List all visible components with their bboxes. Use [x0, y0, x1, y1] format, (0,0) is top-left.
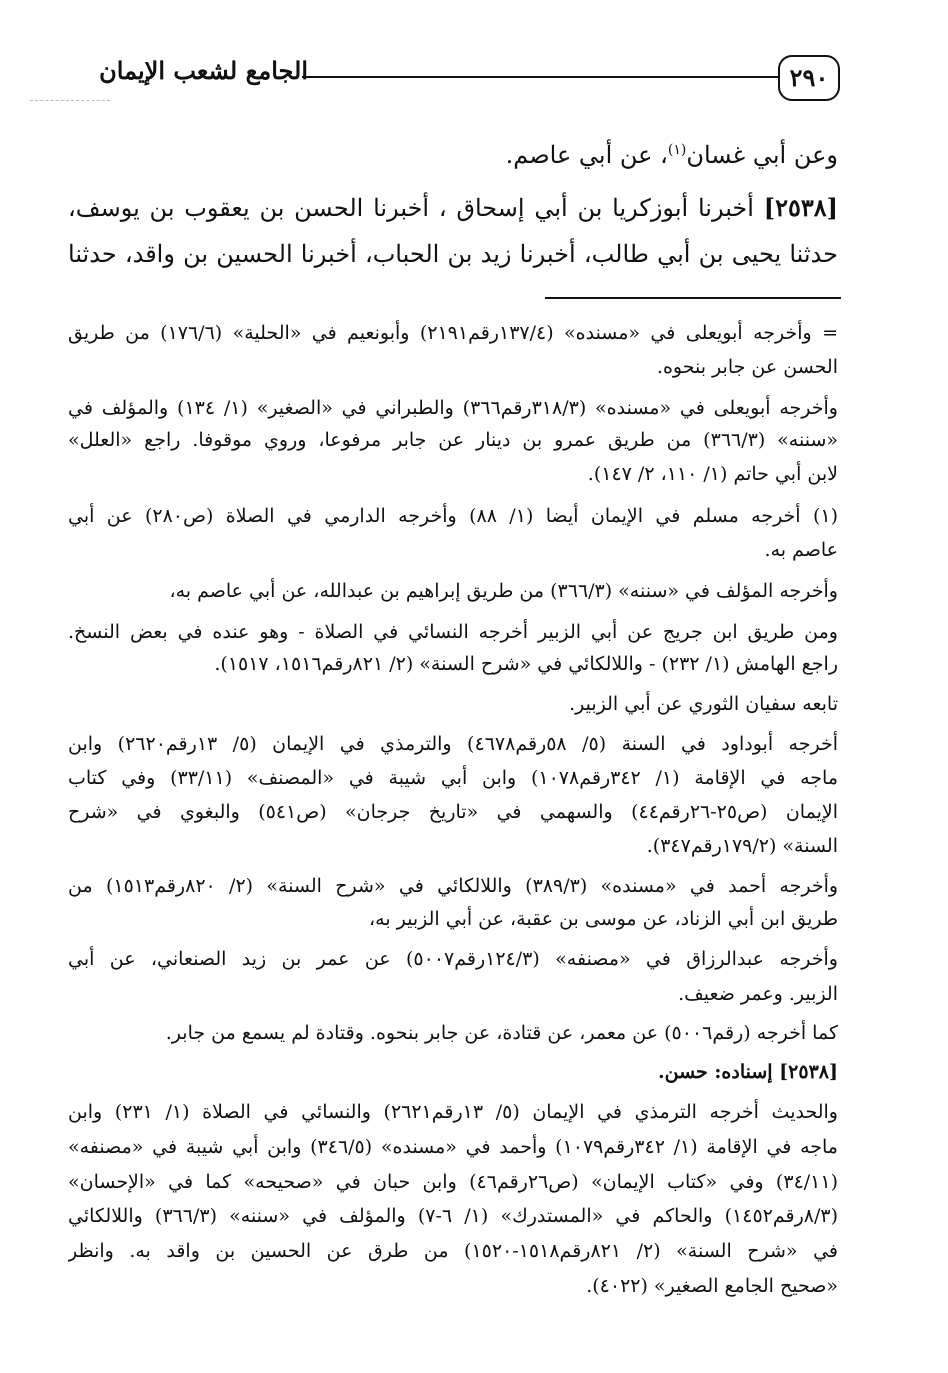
footnote-line: (٨/٣رقم١٤٥٢) والحاكم في «المستدرك» (١/ ٦-٧) والمؤلف في «سننه» (٣٦٦/٣) واللالكائي — [68, 1205, 838, 1227]
footnote-ref-1: (١) — [667, 142, 687, 158]
footnote-line: أخرجه أبوداود في السنة (٥/ ٥٨رقم٤٦٧٨) والترمذي في الإيمان (٥/ ١٣رقم٢٦٢٠) وابن — [68, 733, 838, 755]
footnote-line: طريق ابن أبي الزناد، عن موسى بن عقبة، عن أبي الزبير به، — [369, 908, 838, 930]
main-line-2-text: أخبرنا أبوزكريا بن أبي إسحاق ، أخبرنا الحسن بن يعقوب بن يوسف، — [68, 194, 754, 222]
header-rule — [302, 76, 778, 78]
footnote-line: ماجه في الإقامة (١/ ٣٤٢رقم١٠٧٩) وأحمد في «مسنده» (٣٤٦/٥) وابن أبي شيبة في «مصنفه» — [68, 1136, 838, 1158]
footnote-line: وأخرجه المؤلف في «سننه» (٣٦٦/٣) من طريق إبراهيم بن عبدالله، عن أبي عاصم به، — [169, 580, 838, 602]
main-line-2 — [68, 190, 838, 226]
footnote-line: «سننه» (٣٦٦/٣) من طريق عمرو بن دينار عن جابر مرفوعا، وروي موقوفا. راجع «العلل» — [68, 429, 838, 451]
footnote-line: وأخرجه أحمد في «مسنده» (٣٨٩/٣) واللالكائي في «شرح السنة» (٢/ ٨٢٠رقم١٥١٣) من — [68, 875, 838, 897]
main-line-1-text: وعن أبي غسان — [686, 141, 838, 169]
footnote-line: عاصم به. — [764, 539, 838, 561]
footnote-line: وأخرجه أبويعلى في «مسنده» (٣١٨/٣رقم٣٦٦) والطبراني في «الصغير» (١/ ١٣٤) والمؤلف في — [68, 397, 838, 419]
footnote-line: الحسن عن جابر بنحوه. — [656, 356, 838, 378]
main-line-1 — [93, 132, 838, 173]
running-title: الجامع لشعب الإيمان — [99, 56, 308, 85]
footnote-line: في «شرح السنة» (٢/ ٨٢١رقم١٥١٨-١٥٢٠) من طرق عن الحسين بن واقد به. وانظر — [68, 1240, 838, 1262]
scan-artifact — [30, 100, 110, 101]
page-number: ٢٩٠ — [778, 55, 840, 101]
footnote-line: تابعه سفيان الثوري عن أبي الزبير. — [569, 693, 838, 715]
footnote-line: السنة» (١٧٩/٢رقم٣٤٧). — [646, 835, 838, 857]
footnote-line: الزبير. وعمر ضعيف. — [678, 983, 838, 1005]
footnote-line: لابن أبي حاتم (١/ ١١٠، ٢/ ١٤٧). — [587, 463, 838, 485]
footnote-line: (٣٤/١١) وفي «كتاب الإيمان» (ص٢٦رقم٤٦) وابن حبان في «صحيحه» كما في «الإحسان» — [68, 1171, 838, 1193]
main-line-3: حدثنا يحيى بن أبي طالب، أخبرنا زيد بن الحباب، أخبرنا الحسين بن واقد، حدثنا — [68, 240, 838, 268]
footnote-line: وأخرجه عبدالرزاق في «مصنفه» (١٢٤/٣رقم٥٠٠٧) عن عمر بن زيد الصنعاني، عن أبي — [68, 948, 838, 970]
footnote-line: الإيمان (ص٢٥-٢٦رقم٤٤) والسهمي في «تاريخ جرجان» (ص٥٤١) والبغوي في «شرح — [68, 801, 838, 823]
footnote-line: «صحيح الجامع الصغير» (٤٠٢٢). — [586, 1275, 838, 1297]
footnote-1-start: (١) أخرجه مسلم في الإيمان أيضا (١/ ٨٨) وأخرجه الدارمي في الصلاة (ص٢٨٠) عن أبي — [68, 505, 838, 527]
hadith-number: [٢٥٣٨] — [763, 193, 838, 222]
footnote-line: ومن طريق ابن جريج عن أبي الزبير أخرجه النسائي في الصلاة - وهو عنده في بعض النسخ. — [68, 621, 838, 643]
footnote-line: كما أخرجه (رقم٥٠٠٦) عن معمر، عن قتادة، عن جابر بنحوه. وقتادة لم يسمع من جابر. — [165, 1022, 838, 1044]
isnad-heading: [٢٥٣٨] إسناده: حسن. — [658, 1061, 838, 1083]
footnote-separator — [545, 297, 841, 299]
footnote-line: راجع الهامش (١/ ٢٣٢) - واللالكائي في «شرح السنة» (٢/ ٨٢١رقم١٥١٦، ١٥١٧). — [214, 653, 838, 675]
footnote-line: ماجه في الإقامة (١/ ٣٤٢رقم١٠٧٨) وابن أبي شيبة في «المصنف» (٣٣/١١) وفي كتاب — [68, 767, 838, 789]
footnote-line: والحديث أخرجه الترمذي في الإيمان (٥/ ١٣رقم٢٦٢١) والنسائي في الصلاة (١/ ٢٣١) وابن — [68, 1101, 838, 1123]
footnote-line: = وأخرجه أبويعلى في «مسنده» (١٣٧/٤رقم٢١٩١) وأبونعيم في «الحلية» (١٧٦/٦) من طريق — [68, 322, 838, 344]
main-line-1-end: ، عن أبي عاصم. — [505, 141, 668, 169]
